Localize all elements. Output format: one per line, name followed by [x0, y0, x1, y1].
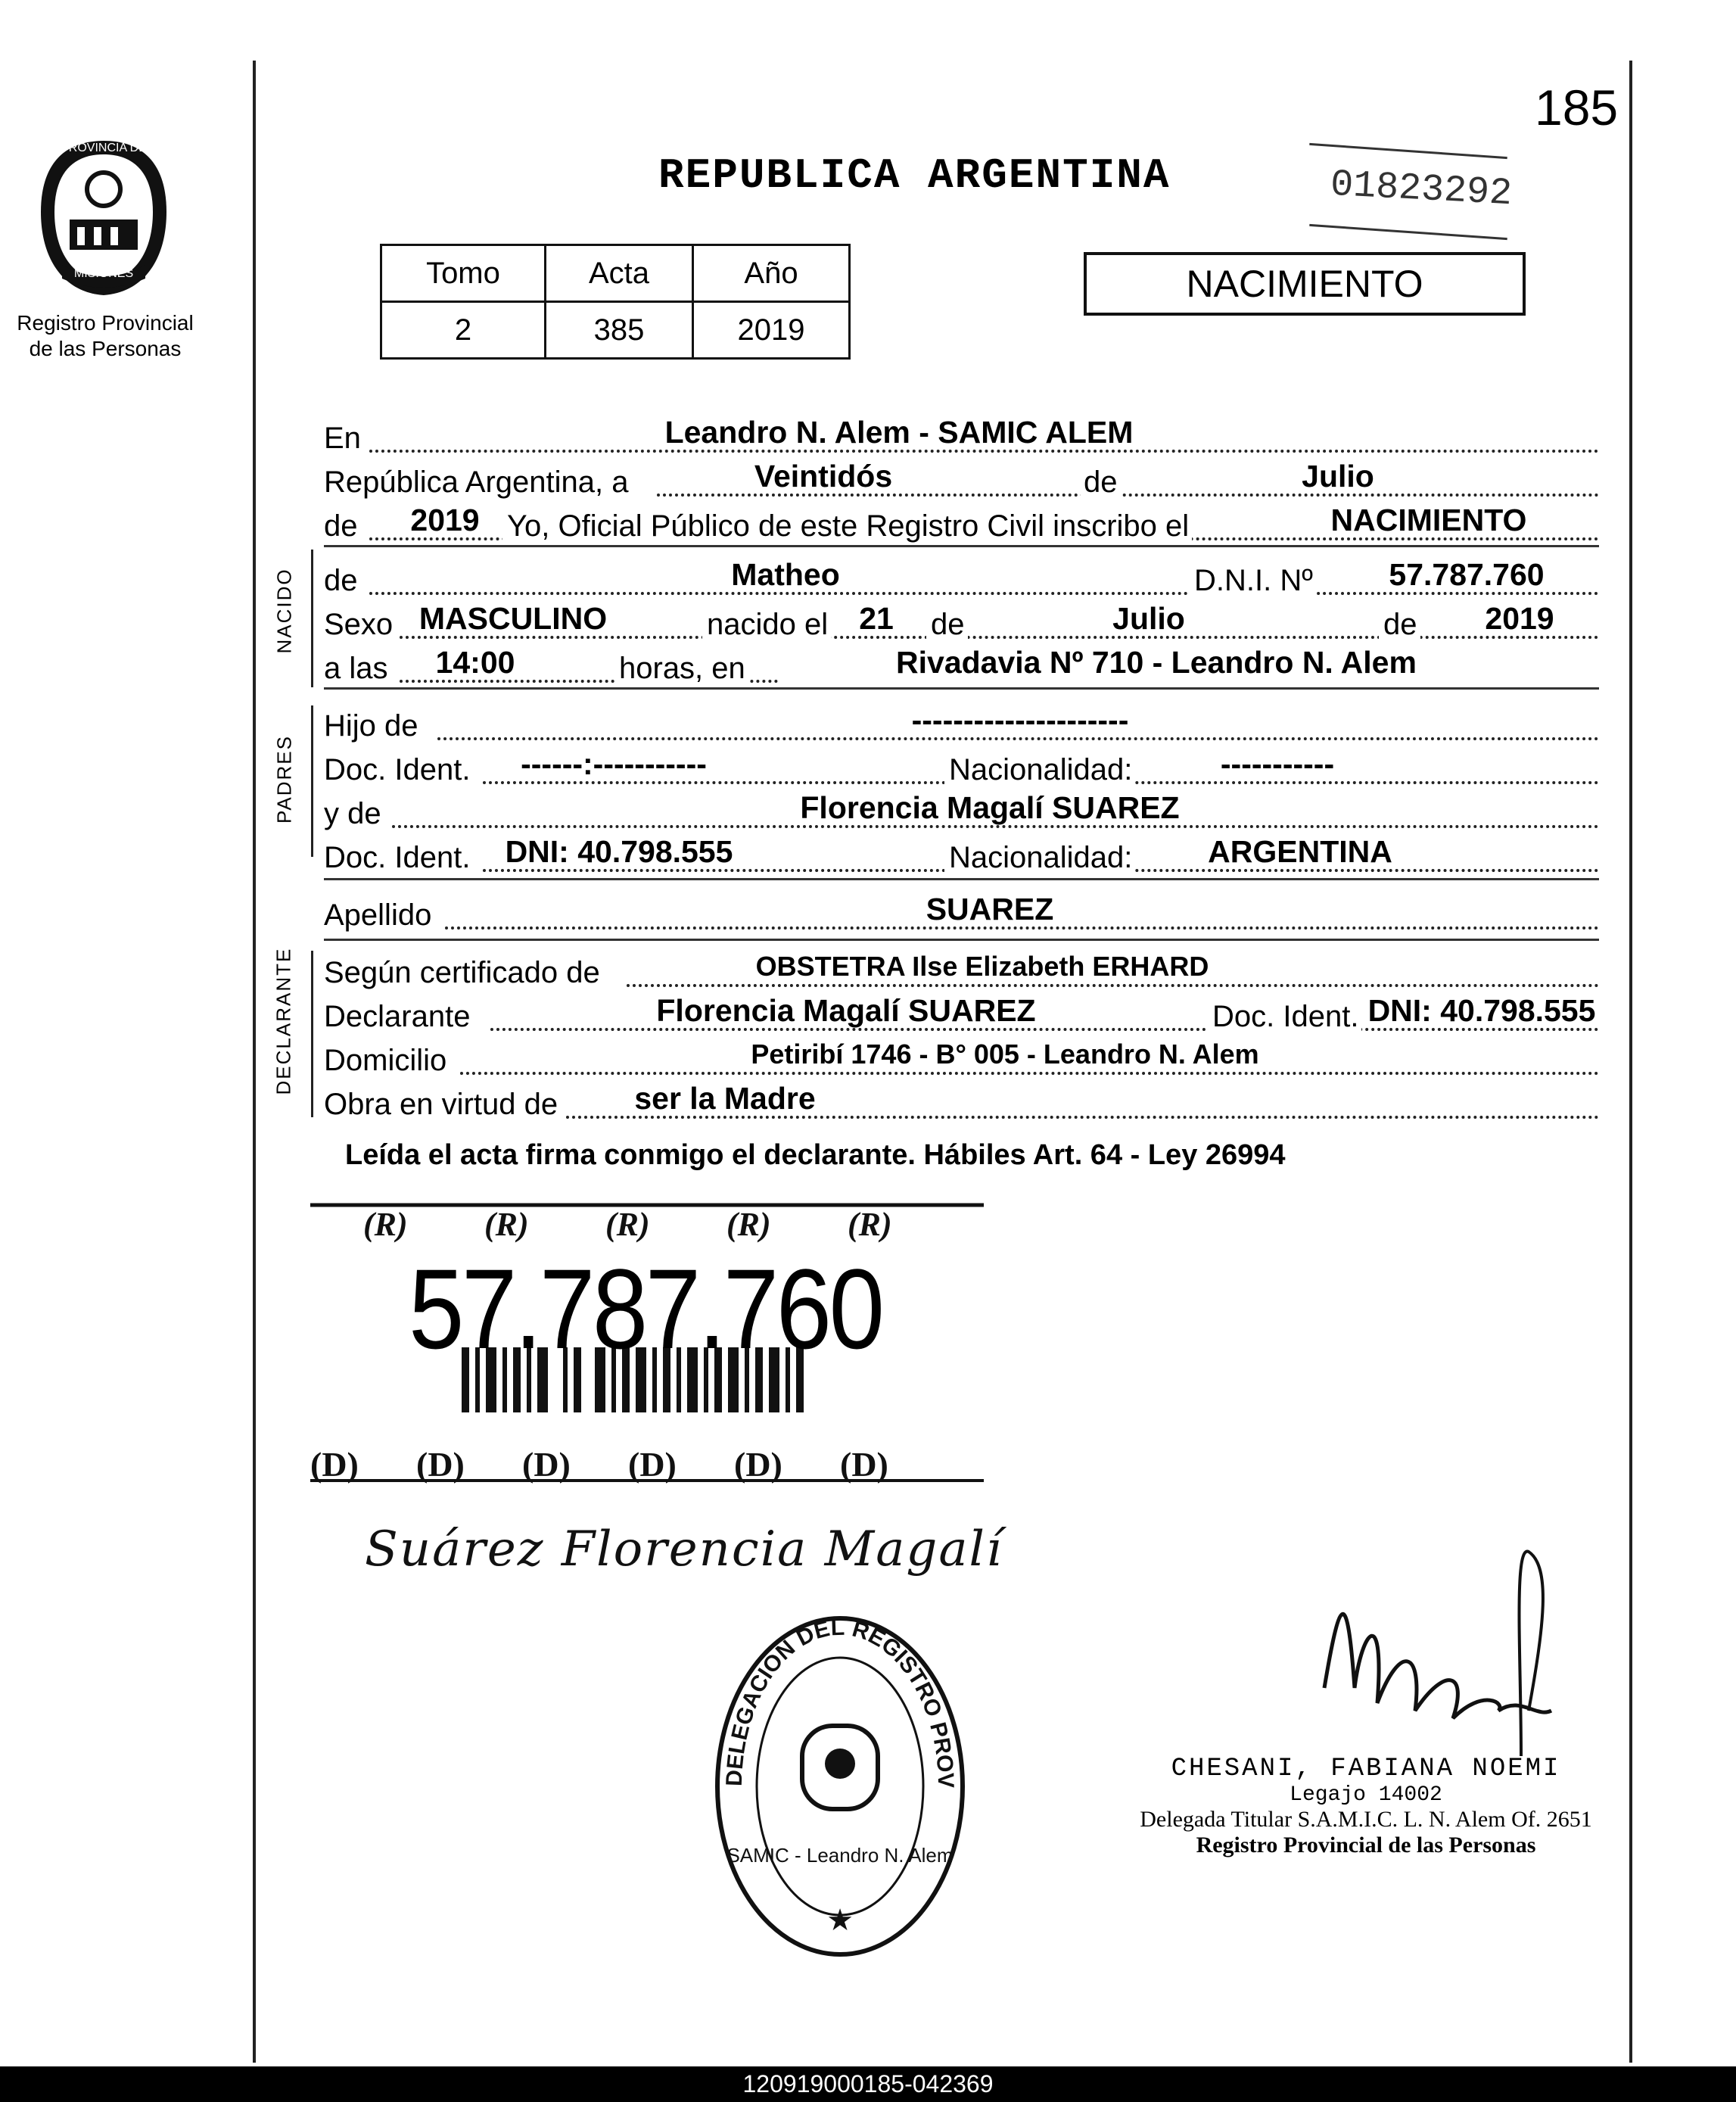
de-name-label: de [324, 563, 361, 598]
hijo-label: Hijo de [324, 708, 422, 743]
declarante-doc-label: Doc. Ident. [1208, 999, 1361, 1034]
mother-nat-label: Nacionalidad: [944, 840, 1135, 875]
svg-text:(R): (R) [363, 1206, 408, 1243]
svg-text:(D): (D) [628, 1445, 677, 1484]
officer-name: CHESANI, FABIANA NOEMI [1171, 1755, 1561, 1783]
officer-legajo: Legajo 14002 [1290, 1783, 1442, 1807]
svg-text:(D): (D) [416, 1445, 465, 1484]
separator-3 [324, 878, 1599, 880]
row-en [324, 415, 1599, 456]
acta-header: Acta [545, 245, 692, 302]
emblem-top-text: PROVINCIA DE [61, 142, 147, 154]
place-value: Leandro N. Alem - SAMIC ALEM [664, 415, 1134, 450]
row-apellido [324, 892, 1599, 933]
page-title: REPUBLICA ARGENTINA [658, 151, 1171, 200]
row-anio [324, 503, 1599, 543]
alas-label: a las [324, 651, 391, 686]
page-number: 185 [1535, 79, 1619, 135]
yde-label: y de [324, 796, 384, 831]
issuer-line2: de las Personas [29, 337, 182, 360]
declarante-name: Florencia Magalí SUAREZ [656, 993, 1036, 1028]
year-prefix-label: de [324, 509, 361, 543]
document-type-box: NACIMIENTO [1084, 252, 1526, 316]
row-certificado [324, 949, 1599, 990]
anio-value: 2019 [692, 302, 849, 359]
anio-header: Año [692, 245, 849, 302]
domicilio-label: Domicilio [324, 1043, 450, 1078]
nacido-bracket [311, 550, 313, 687]
barcode-sticker [310, 1196, 984, 1484]
year-value: 2019 [410, 503, 480, 537]
barcode-number: 57.787.760 [409, 1245, 882, 1372]
obra-value: ser la Madre [634, 1081, 816, 1116]
mother-nationality: ARGENTINA [1208, 834, 1392, 869]
birth-month: Julio [1112, 601, 1185, 636]
separator-1 [324, 545, 1599, 547]
right-margin-line [1629, 61, 1632, 2063]
child-name: Matheo [731, 557, 840, 592]
cert-value: OBSTETRA Ilse Elizabeth ERHARD [755, 951, 1209, 982]
svg-text:★: ★ [826, 1904, 854, 1937]
svg-text:(D): (D) [310, 1445, 359, 1484]
sexo-value: MASCULINO [418, 601, 608, 636]
serial-number: 01823292 [1329, 163, 1514, 216]
apellido-label: Apellido [324, 898, 434, 933]
apellido-value: SUAREZ [926, 892, 1054, 926]
row-hora [324, 645, 1599, 686]
horas-label: horas, en [614, 651, 748, 686]
obra-label: Obra en virtud de [324, 1087, 561, 1122]
child-dni: 57.787.760 [1389, 557, 1545, 592]
row-obra [324, 1081, 1599, 1122]
row-hijo [324, 702, 1599, 743]
row-mother-doc [324, 834, 1599, 875]
serial-line-bottom [1309, 224, 1507, 240]
birth-time: 14:00 [435, 645, 515, 680]
row-father-doc [324, 746, 1599, 787]
father-name: --------------------- [911, 702, 1129, 737]
acta-value: 385 [545, 302, 692, 359]
left-margin-line [253, 61, 256, 2063]
svg-text:(R): (R) [726, 1206, 771, 1243]
issuer-label [11, 310, 200, 362]
tomo-header: Tomo [381, 245, 546, 302]
emblem-bottom-text: MISIONES [73, 267, 134, 280]
father-nat-label: Nacionalidad: [944, 752, 1135, 787]
separator-4 [324, 939, 1599, 941]
event-value: NACIMIENTO [1330, 503, 1527, 537]
month-value: Julio [1302, 459, 1374, 494]
svg-text:(R): (R) [848, 1206, 892, 1243]
mother-doc-label: Doc. Ident. [324, 840, 473, 875]
svg-text:(D): (D) [734, 1445, 782, 1484]
svg-text:(D): (D) [840, 1445, 888, 1484]
nacido-label: nacido el [702, 607, 831, 642]
sexo-label: Sexo [324, 607, 396, 642]
tomo-value: 2 [381, 302, 546, 359]
de-label: de [1081, 465, 1121, 500]
declarante-bracket [311, 951, 313, 1117]
birth-place: Rivadavia Nº 710 - Leandro N. Alem [896, 645, 1417, 680]
declarante-doc: DNI: 40.798.555 [1367, 993, 1596, 1028]
officer-office: Registro Provincial de las Personas [1196, 1833, 1536, 1858]
en-label: En [324, 421, 364, 456]
father-nationality: ----------- [1220, 746, 1335, 781]
row-mother [324, 790, 1599, 831]
footer-bar [0, 2066, 1736, 2102]
yo-text: Yo, Oficial Público de este Registro Civil inscribo el [502, 509, 1192, 543]
row-fecha [324, 459, 1599, 500]
officer-signature [1294, 1537, 1566, 1764]
closing-statement: Leída el acta firma conmigo el declarante. Hábiles Art. 64 - Ley 26994 [345, 1139, 1286, 1171]
footer-code: 120919000185-042369 [742, 2070, 994, 2097]
father-doc-label: Doc. Ident. [324, 752, 473, 787]
svg-text:(D): (D) [522, 1445, 571, 1484]
seal-inner-text: SAMIC - Leandro N. Alem [726, 1844, 954, 1867]
padres-side-label: PADRES [272, 735, 296, 824]
handwritten-name: Suárez Florencia Magalí [365, 1521, 1003, 1577]
padres-bracket [311, 705, 313, 857]
birth-day: 21 [859, 601, 894, 636]
birth-year: 2019 [1485, 601, 1554, 636]
dni-label: D.N.I. Nº [1190, 563, 1316, 598]
officer-stamp [1120, 1755, 1612, 1858]
de3-label: de [1379, 607, 1420, 642]
row-domicilio [324, 1037, 1599, 1078]
declarante-label: Declarante [324, 999, 473, 1034]
row-sexo [324, 601, 1599, 642]
serial-line-top [1309, 143, 1507, 159]
day-value: Veintidós [754, 459, 893, 494]
officer-role: Delegada Titular S.A.M.I.C. L. N. Alem Of. 2651 [1140, 1807, 1592, 1832]
father-doc: ------:----------- [521, 746, 707, 781]
row-nombre [324, 557, 1599, 598]
issuer-line1: Registro Provincial [17, 311, 194, 335]
official-seal [711, 1612, 969, 1960]
declarante-side-label: DECLARANTE [272, 947, 295, 1095]
mother-doc: DNI: 40.798.555 [505, 834, 733, 869]
svg-text:(R): (R) [484, 1206, 529, 1243]
seal-outer-text: DELEGACION DEL REGISTRO PROV [721, 1615, 959, 1789]
de2-label: de [926, 607, 968, 642]
registry-table [380, 244, 851, 360]
row-declarante [324, 993, 1599, 1034]
province-emblem [32, 136, 176, 299]
cert-label: Según certificado de [324, 955, 603, 990]
domicilio-value: Petiribí 1746 - B° 005 - Leandro N. Alem [751, 1039, 1259, 1070]
republica-label: República Argentina, a [324, 465, 632, 500]
mother-name: Florencia Magalí SUAREZ [800, 790, 1180, 825]
nacido-side-label: NACIDO [272, 568, 296, 654]
separator-2 [324, 687, 1599, 690]
svg-text:(R): (R) [605, 1206, 650, 1243]
